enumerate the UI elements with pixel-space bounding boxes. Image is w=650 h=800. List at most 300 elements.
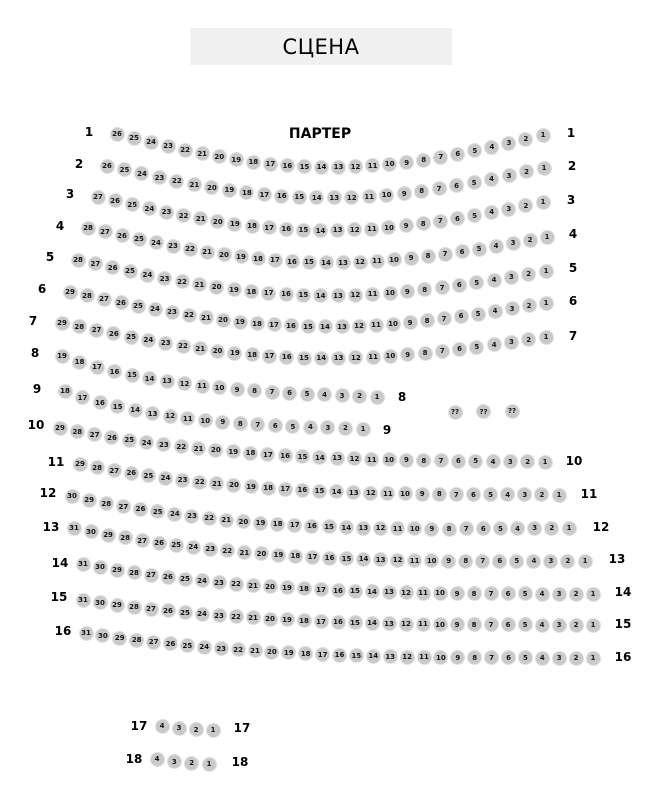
seat[interactable]: 14	[319, 320, 332, 333]
seat[interactable]: 2	[535, 488, 548, 501]
seat[interactable]: 11	[381, 487, 394, 500]
seat[interactable]: 11	[366, 159, 379, 172]
seat[interactable]: 31	[77, 594, 90, 607]
seat[interactable]: 13	[374, 553, 387, 566]
seat[interactable]: 10	[383, 158, 396, 171]
seat[interactable]: 8	[417, 217, 430, 230]
seat[interactable]: 8	[422, 250, 435, 263]
seat[interactable]: 12	[345, 191, 358, 204]
seat[interactable]: 3	[502, 203, 515, 216]
seat[interactable]: 14	[330, 485, 343, 498]
seat[interactable]: 15	[126, 369, 139, 382]
seat[interactable]: 4	[536, 652, 549, 665]
seat[interactable]: 11	[363, 190, 376, 203]
seat[interactable]: 21	[247, 611, 260, 624]
seat[interactable]: 5	[470, 276, 483, 289]
seat[interactable]: 17	[268, 318, 281, 331]
seat[interactable]: 1	[357, 423, 370, 436]
seat[interactable]: 4	[489, 305, 502, 318]
seat[interactable]: 16	[279, 449, 292, 462]
seat[interactable]: 10	[434, 587, 447, 600]
seat[interactable]: 7	[251, 418, 264, 431]
seat[interactable]: 2	[353, 390, 366, 403]
seat[interactable]: 15	[303, 256, 316, 269]
seat[interactable]: 16	[281, 159, 294, 172]
seat[interactable]: 28	[100, 497, 113, 510]
seat[interactable]: 20	[264, 613, 277, 626]
seat[interactable]: 28	[130, 634, 143, 647]
seat[interactable]: 21	[220, 514, 233, 527]
seat[interactable]: 26	[111, 128, 124, 141]
seat[interactable]: 8	[459, 555, 472, 568]
seat[interactable]: 17	[315, 615, 328, 628]
seat[interactable]: 19	[281, 581, 294, 594]
seat[interactable]: 18	[271, 518, 284, 531]
seat[interactable]: 12	[391, 554, 404, 567]
seat[interactable]: 3	[505, 271, 518, 284]
seat[interactable]: 20	[205, 181, 218, 194]
seat[interactable]: 18	[299, 647, 312, 660]
seat[interactable]: 23	[204, 543, 217, 556]
seat[interactable]: 5	[468, 176, 481, 189]
seat[interactable]: 10	[434, 618, 447, 631]
seat[interactable]: 26	[164, 637, 177, 650]
seat[interactable]: 5	[468, 209, 481, 222]
seat[interactable]: 3	[507, 237, 520, 250]
seat[interactable]: 24	[141, 269, 154, 282]
seat[interactable]: 16	[332, 616, 345, 629]
seat[interactable]: 20	[227, 479, 240, 492]
seat[interactable]: 16	[286, 255, 299, 268]
seat[interactable]: 11	[365, 223, 378, 236]
seat[interactable]: 1	[540, 297, 553, 310]
seat[interactable]: 1	[553, 489, 566, 502]
seat[interactable]: 7	[434, 215, 447, 228]
seat[interactable]: 5	[472, 308, 485, 321]
seat[interactable]: 22	[230, 578, 243, 591]
seat[interactable]: 11	[181, 412, 194, 425]
seat[interactable]: 14	[314, 289, 327, 302]
seat[interactable]: 2	[339, 422, 352, 435]
seat[interactable]: 3	[504, 455, 517, 468]
seat[interactable]: 13	[332, 352, 345, 365]
seat[interactable]: 3	[518, 488, 531, 501]
seat[interactable]: 21	[238, 546, 251, 559]
seat[interactable]: 1	[540, 331, 553, 344]
seat[interactable]: 15	[340, 552, 353, 565]
seat[interactable]: 25	[181, 639, 194, 652]
seat[interactable]: 1	[203, 758, 216, 771]
seat[interactable]: 29	[111, 564, 124, 577]
seat[interactable]: 25	[142, 469, 155, 482]
seat[interactable]: 15	[323, 520, 336, 533]
seat[interactable]: 25	[125, 331, 138, 344]
seat[interactable]: 11	[408, 554, 421, 567]
seat[interactable]: 17	[91, 361, 104, 374]
seat[interactable]: 17	[315, 583, 328, 596]
seat[interactable]: 8	[443, 523, 456, 536]
seat[interactable]: 9	[231, 383, 244, 396]
seat[interactable]: 9	[442, 555, 455, 568]
seat[interactable]: 9	[401, 285, 414, 298]
seat[interactable]: 16	[323, 552, 336, 565]
seat[interactable]: 10	[399, 487, 412, 500]
seat[interactable]: 23	[213, 576, 226, 589]
seat[interactable]: 27	[147, 636, 160, 649]
seat[interactable]: 9	[405, 252, 418, 265]
seat[interactable]: 19	[228, 347, 241, 360]
seat[interactable]: 2	[523, 299, 536, 312]
seat[interactable]: 16	[94, 396, 107, 409]
seat[interactable]: 3	[502, 137, 515, 150]
seat[interactable]: 1	[541, 231, 554, 244]
seat[interactable]: 13	[328, 191, 341, 204]
seat[interactable]: 26	[125, 467, 138, 480]
seat[interactable]: 15	[350, 649, 363, 662]
seat[interactable]: 16	[285, 319, 298, 332]
seat[interactable]: 24	[196, 608, 209, 621]
seat[interactable]: ??	[506, 405, 519, 418]
seat[interactable]: 5	[473, 243, 486, 256]
seat[interactable]: 4	[536, 588, 549, 601]
seat[interactable]: 7	[485, 618, 498, 631]
seat[interactable]: 24	[149, 303, 162, 316]
seat[interactable]: 15	[293, 191, 306, 204]
seat[interactable]: 18	[298, 582, 311, 595]
seat[interactable]: 27	[98, 293, 111, 306]
seat[interactable]: 25	[132, 300, 145, 313]
seat[interactable]: 11	[365, 453, 378, 466]
seat[interactable]: 23	[160, 206, 173, 219]
seat[interactable]: 6	[452, 455, 465, 468]
seat[interactable]: 18	[59, 385, 72, 398]
seat[interactable]: 8	[468, 651, 481, 664]
seat[interactable]: 15	[349, 585, 362, 598]
seat[interactable]: 4	[151, 753, 164, 766]
seat[interactable]: ??	[477, 405, 490, 418]
seat[interactable]: 14	[313, 451, 326, 464]
seat[interactable]: 5	[494, 522, 507, 535]
seat[interactable]: 1	[537, 196, 550, 209]
seat[interactable]: 13	[331, 224, 344, 237]
seat[interactable]: 10	[388, 253, 401, 266]
seat[interactable]: 7	[266, 386, 279, 399]
seat[interactable]: 11	[418, 651, 431, 664]
seat[interactable]: 12	[364, 487, 377, 500]
seat[interactable]: 28	[71, 425, 84, 438]
seat[interactable]: 22	[232, 643, 245, 656]
seat[interactable]: 14	[320, 256, 333, 269]
seat[interactable]: 7	[485, 651, 498, 664]
seat[interactable]: 20	[218, 248, 231, 261]
seat[interactable]: 8	[468, 587, 481, 600]
seat[interactable]: 3	[168, 755, 181, 768]
seat[interactable]: 31	[77, 558, 90, 571]
seat[interactable]: 20	[264, 580, 277, 593]
seat[interactable]: 11	[417, 618, 430, 631]
seat[interactable]: 28	[119, 531, 132, 544]
seat[interactable]: 27	[90, 324, 103, 337]
seat[interactable]: 4	[318, 388, 331, 401]
seat[interactable]: 5	[519, 587, 532, 600]
seat[interactable]: 26	[106, 261, 119, 274]
seat[interactable]: 13	[146, 407, 159, 420]
seat[interactable]: 3	[503, 169, 516, 182]
seat[interactable]: 26	[115, 296, 128, 309]
seat[interactable]: 1	[540, 265, 553, 278]
seat[interactable]: 11	[366, 288, 379, 301]
seat[interactable]: 1	[587, 588, 600, 601]
seat[interactable]: 28	[81, 289, 94, 302]
seat[interactable]: 14	[357, 553, 370, 566]
seat[interactable]: 20	[211, 345, 224, 358]
seat[interactable]: 12	[400, 618, 413, 631]
seat[interactable]: 16	[280, 351, 293, 364]
seat[interactable]: 7	[450, 488, 463, 501]
seat[interactable]: 13	[332, 161, 345, 174]
seat[interactable]: 5	[286, 420, 299, 433]
seat[interactable]: 13	[331, 452, 344, 465]
seat[interactable]: 17	[264, 158, 277, 171]
seat[interactable]: 16	[332, 584, 345, 597]
seat[interactable]: 22	[193, 476, 206, 489]
seat[interactable]: 29	[74, 458, 87, 471]
seat[interactable]: 18	[73, 356, 86, 369]
seat[interactable]: 18	[244, 447, 257, 460]
seat[interactable]: 7	[460, 522, 473, 535]
seat[interactable]: 21	[193, 278, 206, 291]
seat[interactable]: 14	[366, 585, 379, 598]
seat[interactable]: 6	[453, 343, 466, 356]
seat[interactable]: 14	[310, 191, 323, 204]
seat[interactable]: 18	[298, 614, 311, 627]
seat[interactable]: 2	[570, 652, 583, 665]
seat[interactable]: 25	[123, 434, 136, 447]
seat[interactable]: 13	[332, 289, 345, 302]
seat[interactable]: 26	[162, 604, 175, 617]
seat[interactable]: 4	[156, 720, 169, 733]
seat[interactable]: 20	[237, 515, 250, 528]
seat[interactable]: 1	[371, 391, 384, 404]
seat[interactable]: 14	[315, 161, 328, 174]
seat[interactable]: 13	[357, 522, 370, 535]
seat[interactable]: 9	[451, 587, 464, 600]
seat[interactable]: 4	[304, 421, 317, 434]
seat[interactable]: 7	[436, 281, 449, 294]
seat[interactable]: 14	[367, 650, 380, 663]
seat[interactable]: 12	[400, 586, 413, 599]
seat[interactable]: 1	[539, 456, 552, 469]
seat[interactable]: 29	[83, 494, 96, 507]
seat[interactable]: 28	[72, 254, 85, 267]
seat[interactable]: 2	[570, 619, 583, 632]
seat[interactable]: 15	[313, 485, 326, 498]
seat[interactable]: 16	[305, 520, 318, 533]
seat[interactable]: 11	[370, 319, 383, 332]
seat[interactable]: 21	[249, 644, 262, 657]
seat[interactable]: 21	[201, 246, 214, 259]
seat[interactable]: 16	[280, 223, 293, 236]
seat[interactable]: 12	[354, 256, 367, 269]
seat[interactable]: 23	[162, 140, 175, 153]
seat[interactable]: 8	[417, 154, 430, 167]
seat[interactable]: 19	[56, 350, 69, 363]
seat[interactable]: 12	[353, 320, 366, 333]
seat[interactable]: 24	[187, 541, 200, 554]
seat[interactable]: 2	[545, 522, 558, 535]
seat[interactable]: 2	[521, 455, 534, 468]
seat[interactable]: 4	[501, 488, 514, 501]
seat[interactable]: 15	[296, 450, 309, 463]
seat[interactable]: 4	[488, 338, 501, 351]
seat[interactable]: 8	[415, 185, 428, 198]
seat[interactable]: 22	[170, 175, 183, 188]
seat[interactable]: 20	[255, 547, 268, 560]
seat[interactable]: 28	[91, 461, 104, 474]
seat[interactable]: 24	[142, 334, 155, 347]
seat[interactable]: 15	[297, 289, 310, 302]
seat[interactable]: 6	[502, 618, 515, 631]
seat[interactable]: 12	[348, 452, 361, 465]
seat[interactable]: 13	[383, 617, 396, 630]
seat[interactable]: 31	[80, 627, 93, 640]
seat[interactable]: 6	[493, 555, 506, 568]
seat[interactable]: 22	[221, 544, 234, 557]
seat[interactable]: 30	[66, 490, 79, 503]
seat[interactable]: 14	[314, 224, 327, 237]
seat[interactable]: 2	[522, 333, 535, 346]
seat[interactable]: 25	[133, 233, 146, 246]
seat[interactable]: 25	[118, 163, 131, 176]
seat[interactable]: 7	[476, 555, 489, 568]
seat[interactable]: 27	[88, 428, 101, 441]
seat[interactable]: 14	[366, 617, 379, 630]
seat[interactable]: 21	[210, 477, 223, 490]
seat[interactable]: 19	[254, 517, 267, 530]
seat[interactable]: 7	[434, 151, 447, 164]
seat[interactable]: 30	[85, 525, 98, 538]
seat[interactable]: 13	[337, 256, 350, 269]
seat[interactable]: 5	[510, 555, 523, 568]
seat[interactable]: 18	[252, 252, 265, 265]
seat[interactable]: 12	[178, 377, 191, 390]
seat[interactable]: 4	[488, 274, 501, 287]
seat[interactable]: 19	[281, 613, 294, 626]
seat[interactable]: 27	[108, 464, 121, 477]
seat[interactable]: 12	[348, 223, 361, 236]
seat[interactable]: 24	[168, 508, 181, 521]
seat[interactable]: 8	[468, 618, 481, 631]
seat[interactable]: 25	[179, 573, 192, 586]
seat[interactable]: 27	[136, 534, 149, 547]
seat[interactable]: 23	[176, 474, 189, 487]
seat[interactable]: 20	[211, 215, 224, 228]
seat[interactable]: 19	[230, 153, 243, 166]
seat[interactable]: 22	[179, 144, 192, 157]
seat[interactable]: 18	[262, 482, 275, 495]
seat[interactable]: 9	[451, 651, 464, 664]
seat[interactable]: 23	[167, 240, 180, 253]
seat[interactable]: 16	[108, 365, 121, 378]
seat[interactable]: 19	[272, 549, 285, 562]
seat[interactable]: 9	[425, 523, 438, 536]
seat[interactable]: ??	[449, 406, 462, 419]
seat[interactable]: 20	[217, 314, 230, 327]
seat[interactable]: 24	[196, 574, 209, 587]
seat[interactable]: 18	[247, 156, 260, 169]
seat[interactable]: 27	[99, 225, 112, 238]
seat[interactable]: 12	[349, 160, 362, 173]
seat[interactable]: 16	[296, 484, 309, 497]
seat[interactable]: 10	[387, 318, 400, 331]
seat[interactable]: 20	[210, 281, 223, 294]
seat[interactable]: 10	[434, 651, 447, 664]
seat[interactable]: 16	[275, 190, 288, 203]
seat[interactable]: 31	[68, 522, 81, 535]
seat[interactable]: 26	[105, 431, 118, 444]
seat[interactable]: 21	[188, 178, 201, 191]
seat[interactable]: 18	[246, 220, 259, 233]
seat[interactable]: 20	[265, 646, 278, 659]
seat[interactable]: 22	[184, 243, 197, 256]
seat[interactable]: 24	[140, 436, 153, 449]
seat[interactable]: 12	[349, 351, 362, 364]
seat[interactable]: 3	[506, 302, 519, 315]
seat[interactable]: 27	[117, 500, 130, 513]
seat[interactable]: 24	[150, 236, 163, 249]
seat[interactable]: 17	[316, 648, 329, 661]
seat[interactable]: 2	[185, 757, 198, 770]
seat[interactable]: 29	[56, 317, 69, 330]
seat[interactable]: 7	[435, 454, 448, 467]
seat[interactable]: 26	[134, 503, 147, 516]
seat[interactable]: 24	[145, 136, 158, 149]
seat[interactable]: 5	[468, 144, 481, 157]
seat[interactable]: 9	[216, 416, 229, 429]
seat[interactable]: 18	[251, 317, 264, 330]
seat[interactable]: 3	[321, 421, 334, 434]
seat[interactable]: 25	[128, 132, 141, 145]
seat[interactable]: 8	[418, 283, 431, 296]
seat[interactable]: 10	[382, 221, 395, 234]
seat[interactable]: 29	[54, 422, 67, 435]
seat[interactable]: 2	[570, 588, 583, 601]
seat[interactable]: 15	[302, 320, 315, 333]
seat[interactable]: 22	[177, 209, 190, 222]
seat[interactable]: 4	[485, 173, 498, 186]
seat[interactable]: 2	[190, 723, 203, 736]
seat[interactable]: 1	[537, 129, 550, 142]
seat[interactable]: 14	[340, 521, 353, 534]
seat[interactable]: 6	[455, 310, 468, 323]
seat[interactable]: 6	[477, 522, 490, 535]
seat[interactable]: 17	[262, 287, 275, 300]
seat[interactable]: 8	[419, 347, 432, 360]
seat[interactable]: 28	[128, 566, 141, 579]
seat[interactable]: 19	[228, 218, 241, 231]
seat[interactable]: 28	[82, 222, 95, 235]
seat[interactable]: 9	[400, 219, 413, 232]
seat[interactable]: 8	[234, 417, 247, 430]
seat[interactable]: 28	[73, 320, 86, 333]
seat[interactable]: 9	[404, 316, 417, 329]
seat[interactable]: 29	[113, 632, 126, 645]
seat[interactable]: 1	[587, 619, 600, 632]
seat[interactable]: 11	[417, 587, 430, 600]
seat[interactable]: 1	[563, 522, 576, 535]
seat[interactable]: 14	[129, 404, 142, 417]
seat[interactable]: 21	[192, 442, 205, 455]
